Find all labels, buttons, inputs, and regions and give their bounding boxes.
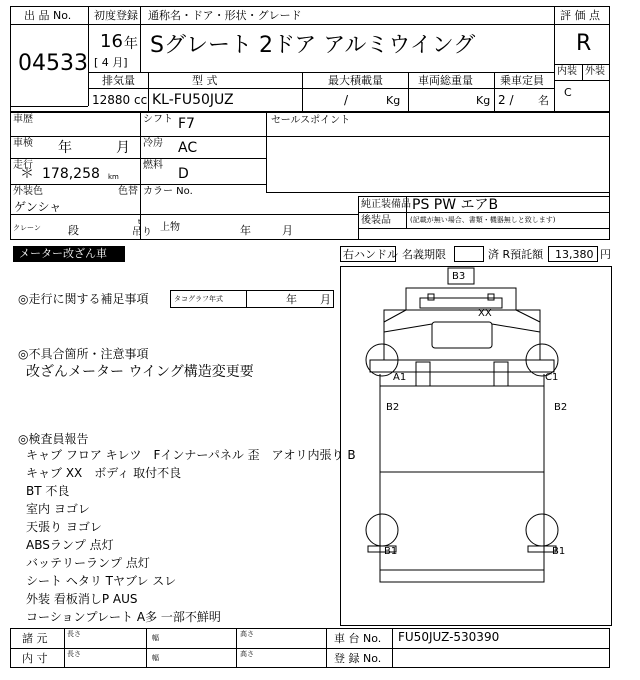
tampered-meter-banner: メーター改ざん車 xyxy=(13,246,125,262)
mark-b2-right: B2 xyxy=(554,402,568,413)
model: KL-FU50JUZ xyxy=(152,92,234,108)
history-label: 車歴 xyxy=(13,114,33,125)
spec-length-label: 長さ xyxy=(67,630,81,638)
vehicle-name: Sグレート 2ドア アルミウイング xyxy=(150,33,476,58)
recycle-amount: 13,380 xyxy=(555,248,594,261)
color-value: ゲンシャ xyxy=(14,200,62,214)
inspection-year-unit: 年 xyxy=(58,140,72,156)
cargo-body xyxy=(380,374,544,582)
inspector-line-4: 室内 ヨゴレ xyxy=(26,502,90,516)
lot-no-label: 出 品 No. xyxy=(24,9,72,22)
spec-label: 諸 元 xyxy=(22,632,48,645)
mark-b1-right: B1 xyxy=(552,546,566,557)
vehicle-name-label: 通称名・ドア・形状・グレード xyxy=(148,9,302,22)
supplement-label: ◎走行に関する補足事項 xyxy=(18,292,149,306)
recycle-label: 済 R預託額 xyxy=(488,248,544,261)
cab-windshield xyxy=(432,322,492,348)
rear-left-wheel xyxy=(366,514,398,546)
fuel-label: 燃料 xyxy=(143,160,163,171)
grade-label: 評 価 点 xyxy=(560,9,600,22)
model-label: 型 式 xyxy=(192,74,218,87)
ac-value: AC xyxy=(178,140,198,156)
inspector-line-10: コーションプレート A多 一部不鮮明 xyxy=(26,610,221,624)
inspector-line-1: キャブ フロア キレツ Fインナーパネル 歪 アオリ内張り B xyxy=(26,448,356,462)
sales-point-label: セールスポイント xyxy=(271,115,351,126)
total-weight-label: 車両総重量 xyxy=(418,74,473,87)
max-load-label: 最大積載量 xyxy=(328,74,383,87)
spec-width-label: 幅 xyxy=(152,634,159,642)
defects-text: 改ざんメーター ウイング構造変更要 xyxy=(26,364,254,380)
inspector-line-8: シート ヘタリ Tヤブレ スレ xyxy=(26,574,177,588)
cab-body xyxy=(384,310,540,360)
inspector-line-9: 外装 看板消しP AUS xyxy=(26,592,138,606)
crane-lift-label: 吊り xyxy=(132,227,152,238)
exterior-grade-label: 外装 xyxy=(585,66,605,77)
first-reg-year: 16 xyxy=(100,31,123,52)
fuel-value: D xyxy=(178,166,189,182)
rear-right-wheel xyxy=(526,514,558,546)
mark-b3: B3 xyxy=(452,271,466,282)
first-reg-label: 初度登録 xyxy=(94,9,138,22)
lot-no: 04533 xyxy=(18,51,88,76)
displacement: 12880 cc xyxy=(92,93,148,107)
defects-label: ◎不具合箇所・注意事項 xyxy=(18,347,149,361)
tacho-label: タコグラフ年式 xyxy=(174,295,223,303)
equipment-label: 純正装備品 xyxy=(361,199,411,210)
chassis-no-label: 車 台 No. xyxy=(334,632,382,645)
mark-xx: XX xyxy=(478,308,492,319)
crane-stage-unit: 段 xyxy=(68,224,79,237)
name-change-label: 名義期限 xyxy=(402,248,446,261)
inspection-label: 車検 xyxy=(13,138,33,149)
color-label: 外装色 xyxy=(13,186,43,197)
steering: 右ハンドル xyxy=(343,248,398,261)
capacity-label: 乗車定員 xyxy=(500,74,544,87)
mileage-value: 178,258 xyxy=(42,166,100,182)
shift-label: シフト xyxy=(143,114,173,125)
max-load-unit: Kg xyxy=(386,94,401,107)
first-reg-year-unit: 年 xyxy=(124,36,138,52)
mark-b2-left: B2 xyxy=(386,402,400,413)
mileage-prefix: ＊ xyxy=(20,166,34,182)
recycle-unit: 円 xyxy=(600,248,611,261)
inspector-line-7: バッテリーランプ 点灯 xyxy=(26,556,150,570)
cab-roof xyxy=(406,288,516,310)
shift-value: F7 xyxy=(178,116,195,132)
overall-grade: R xyxy=(576,31,592,56)
interior-grade-label: 内装 xyxy=(557,66,577,77)
mark-c1: C1 xyxy=(545,372,559,383)
interior-dim-label: 内 寸 xyxy=(22,652,48,665)
mileage-label: 走行 xyxy=(13,160,33,171)
truck-diagram xyxy=(340,266,612,626)
inspector-line-6: ABSランプ 点灯 xyxy=(26,538,114,552)
equipment-value: PS PW エアB xyxy=(412,197,499,213)
interior-length-label: 長さ xyxy=(67,650,81,658)
crane-lift-t: t xyxy=(138,218,141,226)
color-no-label: カラー No. xyxy=(143,186,193,197)
loading-year-unit: 年 xyxy=(240,224,251,237)
first-reg-month: [ 4 月] xyxy=(94,56,128,69)
loading-label: 上物 xyxy=(160,222,180,233)
tacho-month-unit: 月 xyxy=(320,293,331,306)
inspector-line-2: キャブ XX ボディ 取付不良 xyxy=(26,466,182,480)
mileage-unit: km xyxy=(108,173,119,181)
chassis-no: FU50JUZ-530390 xyxy=(398,630,500,644)
inspector-line-3: BT 不良 xyxy=(26,484,70,498)
capacity: 2 / xyxy=(498,93,514,107)
color-code-label: 色替 xyxy=(118,186,138,197)
inspector-line-5: 天張り ヨゴレ xyxy=(26,520,102,534)
inspector-label: ◎検査員報告 xyxy=(18,432,89,446)
mark-a1: A1 xyxy=(393,372,407,383)
inspection-month-unit: 月 xyxy=(116,140,130,156)
registration-no-label: 登 録 No. xyxy=(334,652,382,665)
max-load-value: / xyxy=(344,93,349,107)
total-weight-unit: Kg xyxy=(476,94,491,107)
displacement-label: 排気量 xyxy=(102,74,135,87)
interior-width-label: 幅 xyxy=(152,654,159,662)
interior-grade: C xyxy=(564,86,572,99)
crane-label: クレーン xyxy=(13,224,41,232)
interior-height-label: 高さ xyxy=(240,650,254,658)
capacity-unit: 名 xyxy=(538,94,549,107)
spec-height-label: 高さ xyxy=(240,630,254,638)
ac-label: 冷房 xyxy=(143,138,163,149)
loading-month-unit: 月 xyxy=(282,224,293,237)
name-change-box xyxy=(454,246,484,262)
aftermarket-note: (記載が無い場合、書類・機器無しと致します) xyxy=(410,216,556,224)
tacho-year-unit: 年 xyxy=(286,293,297,306)
aftermarket-label: 後装品 xyxy=(361,215,391,226)
mark-b1-left: B1 xyxy=(384,546,398,557)
